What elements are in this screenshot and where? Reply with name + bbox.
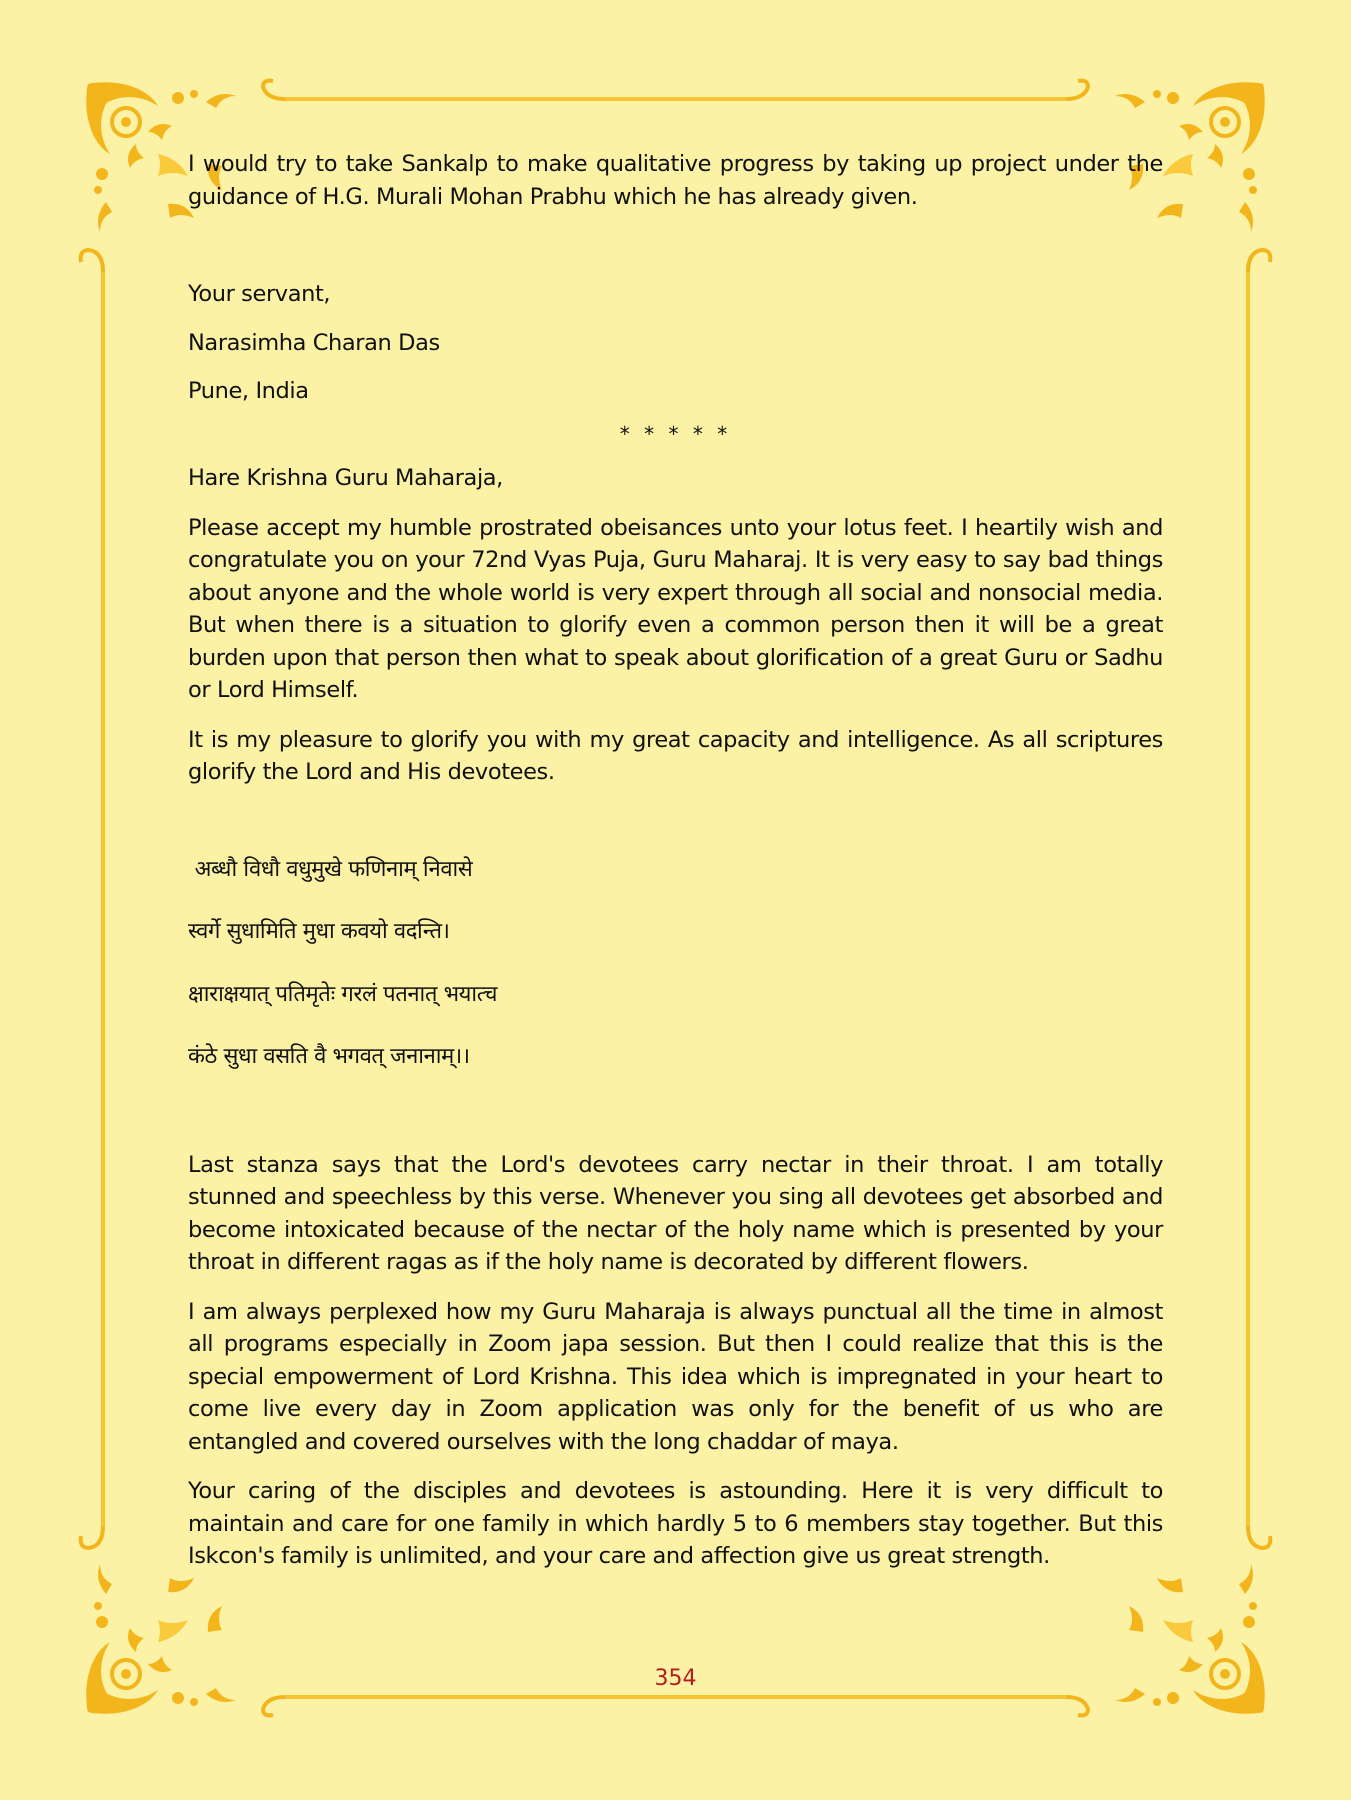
letter-content: [188, 148, 1163, 1573]
letter1-location: Pune, India: [188, 378, 309, 404]
letter2-paragraph-5: Your caring of the disciples and devotees is astounding. Here it is very difficult to maintain and care for one family in which hardly 5 to 6 members stay together. But this Iskcon's family is unlimited, and your care and affection give us great strength.: [188, 1478, 1163, 1569]
section-separator: * * * * *: [619, 421, 732, 446]
sanskrit-verse: [188, 854, 1163, 1074]
verse-line-2: स्वर्गे सुधामिति मुधा कवयो वदन्ति।: [188, 919, 450, 944]
page-number: 354: [654, 1666, 697, 1691]
letter2-salutation: Hare Krishna Guru Maharaja,: [188, 465, 503, 491]
letter1-closing: Your servant,: [188, 281, 331, 307]
letter1-signature-name: Narasimha Charan Das: [188, 329, 440, 356]
letter2-paragraph-1: Please accept my humble prostrated obeisances unto your lotus feet. I heartily wish and congratulate you on your 72nd Vyas Puja, Guru Maharaj. It is very easy to say bad things about anyone and the whole world is very expert through all social and nonsocial media. But when there is a situation to glorify even a common person then it will be a great burden upon that person then what to speak about glorification of a great Guru or Sadhu or Lord Himself.: [188, 514, 1163, 703]
letter2-paragraph-2: It is my pleasure to glorify you with my great capacity and intelligence. As all scriptures glorify the Lord and His devotees.: [188, 726, 1163, 785]
letter2-paragraph-3: Last stanza says that the Lord's devotees carry nectar in their throat. I am totally stunned and speechless by this verse. Whenever you sing all devotees get absorbed and become intoxicated because of the nectar of the holy name which is presented by your throat in different ragas as if the holy name is decorated by different flowers.: [188, 1151, 1163, 1275]
letter1-intro: I would try to take Sankalp to make qualitative progress by taking up project under the guidance of H.G. Murali Mohan Prabhu which he has already given.: [188, 151, 1163, 210]
letter2-paragraph-4: I am always perplexed how my Guru Maharaja is always punctual all the time in almost all programs especially in Zoom japa session. But then I could realize that this is the special empowerment of Lord Krishna. This idea which is impregnated in your heart to come live every day in Zoom application was only for the benefit of us who are entangled and covered ourselves with the long chaddar of maya.: [188, 1298, 1163, 1455]
verse-line-4: कंठे सुधा वसति वै भगवत् जनानाम्।।: [188, 1044, 470, 1069]
verse-line-1: अब्धौ विधौ वधुमुखे फणिनाम् निवासे: [188, 856, 473, 882]
verse-line-3: क्षाराक्षयात् पतिमृतेः गरलं पतनात् भयात्च: [188, 981, 498, 1007]
